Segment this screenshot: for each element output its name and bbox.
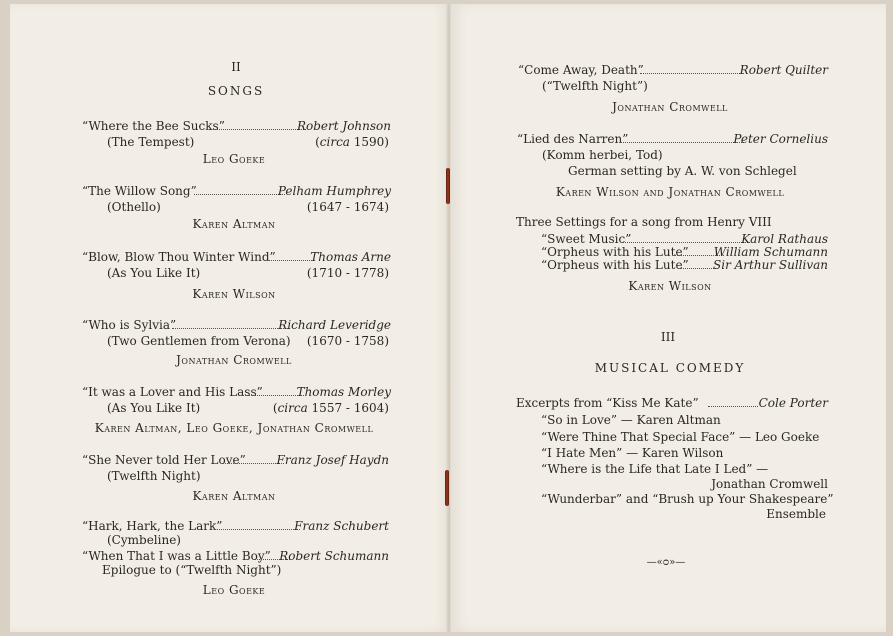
song-source: (Two Gentlemen from Verona) — [107, 334, 291, 348]
dot-leader — [214, 529, 300, 530]
settings-heading: Three Settings for a song from Henry VIII — [516, 215, 772, 229]
song-title: “She Never told Her Love” — [82, 453, 246, 467]
song-source: (As You Like It) — [107, 401, 201, 415]
excerpt-line: “Wunderbar” and “Brush up Your Shakespeare” — [541, 492, 834, 506]
dot-leader — [708, 406, 758, 407]
performer: Leo Goeke — [202, 152, 266, 166]
dot-leader — [620, 142, 744, 143]
song-title: “Where the Bee Sucks” — [82, 119, 225, 133]
excerpt-performer: Jonathan Cromwell — [711, 477, 828, 491]
performer: Karen Altman — [192, 489, 276, 503]
song-title: “Lied des Narren” — [517, 132, 629, 146]
section-title: MUSICAL COMEDY — [594, 361, 746, 375]
composer-dates: (1670 - 1758) — [306, 334, 389, 348]
song-source: (As You Like It) — [107, 266, 201, 280]
song-title: “It was a Lover and His Lass” — [82, 385, 263, 399]
composer-dates: (1647 - 1674) — [306, 200, 389, 214]
end-ornament: —«ᴑ»— — [646, 557, 686, 568]
dot-leader — [242, 395, 304, 396]
song-source: (Twelfth Night) — [107, 469, 201, 483]
setting-title: “Sweet Music” — [541, 232, 632, 246]
composer: William Schumann — [713, 245, 828, 259]
setting-title: “Orpheus with his Lute” — [541, 245, 689, 259]
composer-dates: (circa 1557 - 1604) — [272, 401, 389, 415]
performer: Jonathan Cromwell — [176, 353, 292, 367]
staple-bottom — [445, 470, 449, 506]
excerpt-line: “Were Thine That Special Face” — Leo Goeke — [541, 430, 820, 444]
composer: Robert Johnson — [296, 119, 391, 133]
song-source: (Othello) — [107, 200, 161, 214]
circa-label: circa — [319, 135, 350, 149]
performer: Karen Altman — [192, 217, 276, 231]
section-number: II — [231, 60, 241, 74]
song-title: “Who is Sylvia” — [82, 318, 177, 332]
date-value: 1557 - 1604) — [307, 401, 389, 415]
section-title: SONGS — [207, 84, 265, 98]
section-number: III — [660, 330, 676, 344]
excerpt-line: “I Hate Men” — Karen Wilson — [541, 446, 724, 460]
composer: Richard Leveridge — [278, 318, 391, 332]
date-value: 1590) — [349, 135, 389, 149]
song-source: (“Twelfth Night”) — [542, 79, 648, 93]
performer: Karen Wilson — [192, 287, 276, 301]
song-source: (Cymbeline) — [107, 533, 181, 547]
song-source: Epilogue to (“Twelfth Night”) — [102, 563, 282, 577]
excerpts-title: Excerpts from “Kiss Me Kate” — [516, 396, 699, 410]
composer: Franz Josef Haydn — [276, 453, 389, 467]
right-page — [450, 4, 886, 632]
composer: Thomas Arne — [310, 250, 391, 264]
composer: Robert Schumann — [279, 549, 389, 563]
composer: Robert Quilter — [739, 63, 828, 77]
excerpt-performer: Ensemble — [766, 507, 826, 521]
dot-leader — [640, 73, 744, 74]
song-title: “When That I was a Little Boy” — [82, 549, 271, 563]
song-title: “The Willow Song” — [82, 184, 197, 198]
dot-leader — [264, 260, 314, 261]
composer-dates: (1710 - 1778) — [306, 266, 389, 280]
center-fold — [446, 4, 452, 632]
staple-top — [446, 168, 450, 204]
song-title: “Come Away, Death” — [518, 63, 644, 77]
song-source: (The Tempest) — [107, 135, 195, 149]
song-title: “Blow, Blow Thou Winter Wind” — [82, 250, 276, 264]
dot-leader — [172, 328, 290, 329]
dot-leader — [194, 194, 285, 195]
dot-leader — [222, 463, 284, 464]
performer: Karen Wilson and Jonathan Cromwell — [555, 185, 785, 199]
translation-note: German setting by A. W. von Schlegel — [568, 164, 797, 178]
composer: Franz Schubert — [294, 519, 389, 533]
composer-dates: (circa 1590) — [315, 135, 389, 149]
performer: Jonathan Cromwell — [612, 100, 728, 114]
circa-label: circa — [277, 401, 308, 415]
performer: Karen Wilson — [628, 279, 712, 293]
composer: Sir Arthur Sullivan — [713, 258, 828, 272]
composer: Cole Porter — [758, 396, 828, 410]
performer: Karen Altman, Leo Goeke, Jonathan Cromwell — [94, 421, 374, 435]
composer: Peter Cornelius — [733, 132, 828, 146]
composer: Karol Rathaus — [741, 232, 828, 246]
excerpt-line: “Where is the Life that Late I Led” — — [541, 462, 769, 476]
dot-leader — [206, 129, 306, 130]
performer: Leo Goeke — [202, 583, 266, 597]
setting-title: “Orpheus with his Lute” — [541, 258, 689, 272]
dot-leader — [622, 242, 750, 243]
excerpt-line: “So in Love” — Karen Altman — [541, 413, 721, 427]
composer: Thomas Morley — [296, 385, 391, 399]
song-title: “Hark, Hark, the Lark” — [82, 519, 223, 533]
song-source: (Komm herbei, Tod) — [542, 148, 663, 162]
composer: Pelham Humphrey — [277, 184, 391, 198]
dot-leader — [680, 268, 716, 269]
